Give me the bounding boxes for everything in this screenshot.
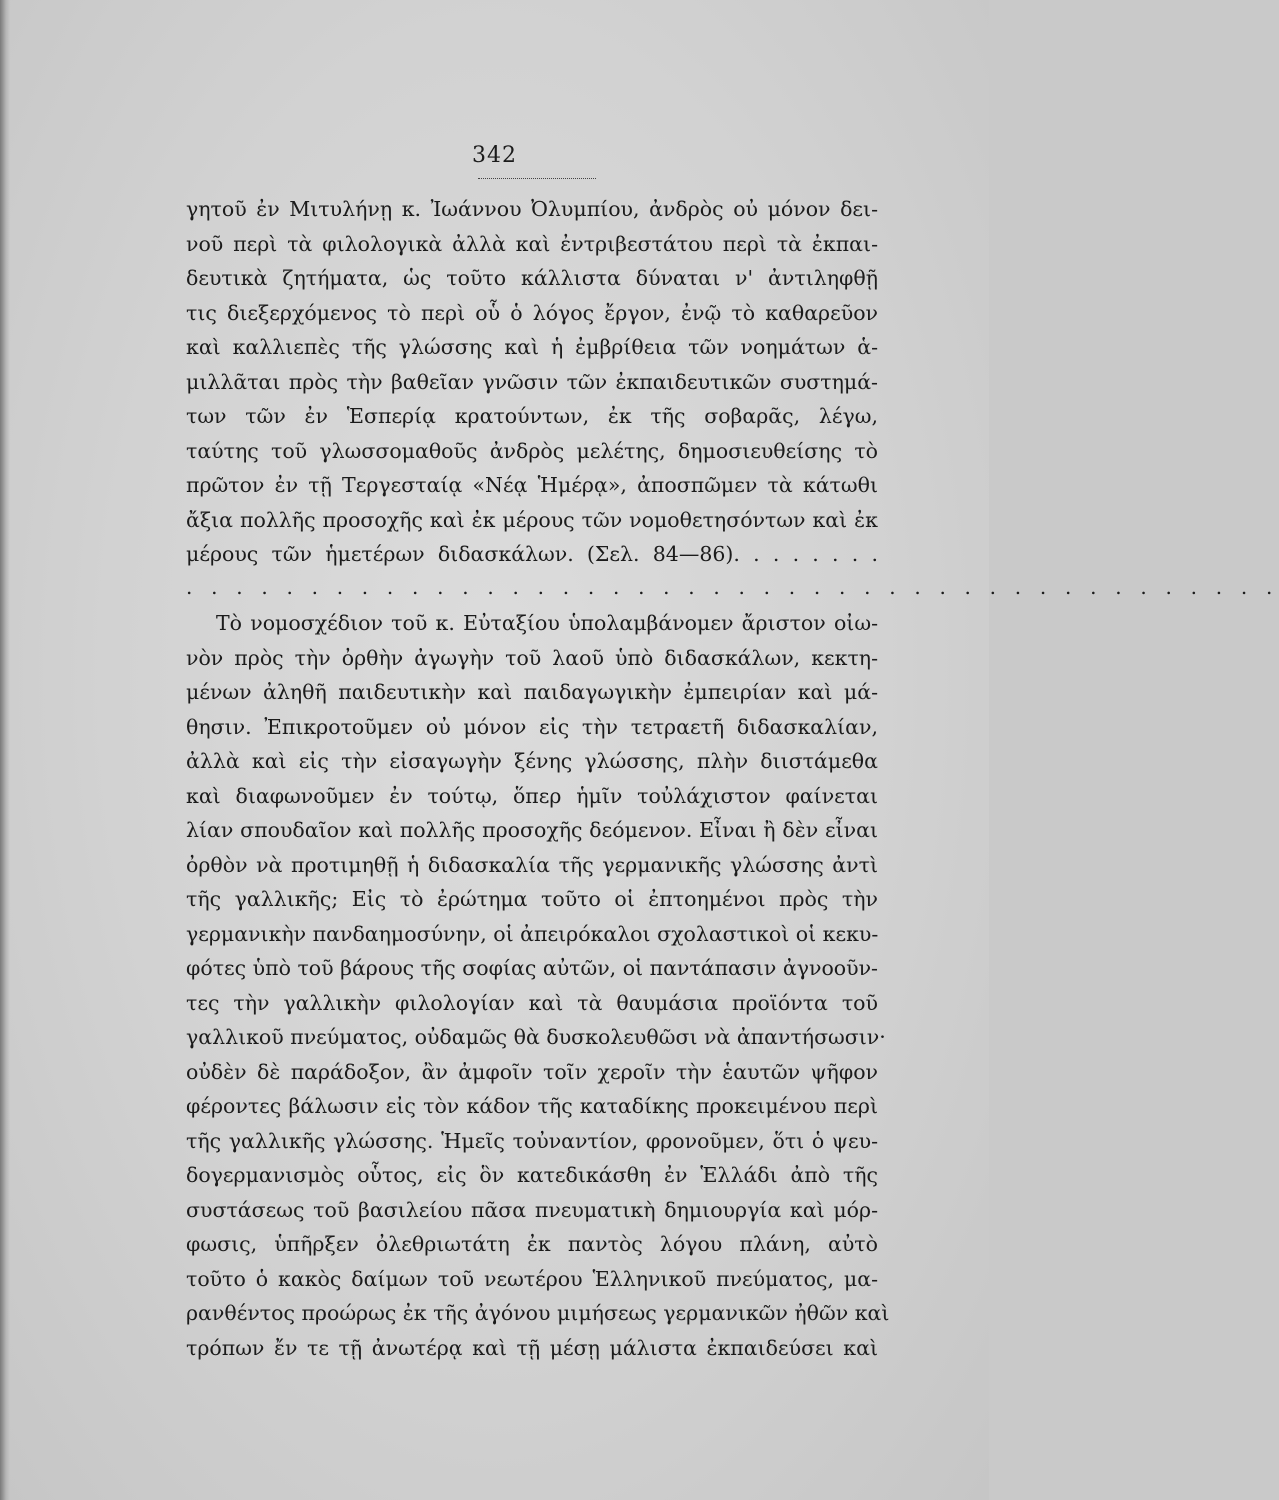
text-line: τῆς γαλλικῆς γλώσσης. Ἡμεῖς τοὐναντίον, φρονοῦμεν, ὅτι ὁ ψευ-	[186, 1128, 878, 1153]
text-line: μένων ἀληθῆ παιδευτικὴν καὶ παιδαγωγικὴν ἐμπειρίαν καὶ μά-	[186, 680, 878, 704]
text-line: των τῶν ἐν Ἑσπερίᾳ κρατούντων, ἐκ τῆς σοβαρᾶς, λέγω,	[186, 404, 878, 428]
text-line: λίαν σπουδαῖον καὶ πολλῆς προσοχῆς δεόμενον. Εἶναι ἢ δὲν εἶναι	[186, 818, 878, 842]
text-line: δευτικὰ ζητήματα, ὡς τοῦτο κάλλιστα δύναται ν' ἀντιληφθῇ	[186, 266, 878, 290]
text-line: οὐδὲν δὲ παράδοξον, ἂν ἀμφοῖν τοῖν χεροῖν τὴν ἑαυτῶν ψῆφον	[186, 1059, 878, 1084]
page-number-rule	[478, 178, 596, 179]
text-body	[186, 192, 1279, 1365]
text-line: ρανθέντος προώρως ἐκ τῆς ἀγόνου μιμήσεως γερμανικῶν ἠθῶν καὶ	[186, 1301, 890, 1325]
text-line: ἀλλὰ καὶ εἰς τὴν εἰσαγωγὴν ξένης γλώσσης, πλὴν διιστάμεθα	[186, 749, 878, 773]
text-line: ὀρθὸν νὰ προτιμηθῇ ἡ διδασκαλία τῆς γερμανικῆς γλώσσης ἀντὶ	[186, 852, 878, 877]
text-line: γερμανικὴν πανδαημοσύνην, οἱ ἀπειρόκαλοι σχολαστικοὶ οἱ κεκυ-	[186, 921, 879, 946]
page-edge-shadow	[0, 0, 10, 1500]
text-line: μέρους τῶν ἡμετέρων διδασκάλων. (Σελ. 84—86). . . . . . . .	[186, 542, 878, 566]
paragraph-quote-intro	[186, 192, 1279, 606]
text-line: τῆς γαλλικῆς; Εἰς τὸ ἐρώτημα τοῦτο οἱ ἐπτοημένοι πρὸς τὴν	[186, 887, 878, 911]
paragraph-bill-discussion	[186, 606, 890, 1365]
text-line: φότες ὑπὸ τοῦ βάρους τῆς σοφίας αὐτῶν, οἱ παντάπασιν ἀγνοοῦν-	[186, 956, 878, 980]
text-line: φέροντες βάλωσιν εἰς τὸν κάδον τῆς καταδίκης προκειμένου περὶ	[186, 1094, 878, 1118]
text-line: Τὸ νομοσχέδιον τοῦ κ. Εὐταξίου ὑπολαμβάνομεν ἄριστον οἰω-	[216, 611, 878, 635]
text-line: νοῦ περὶ τὰ φιλολογικὰ ἀλλὰ καὶ ἐντριβεστάτου περὶ τὰ ἐκπαι-	[186, 231, 878, 256]
page-number: 342	[472, 143, 517, 168]
text-line: καὶ καλλιεπὲς τῆς γλώσσης καὶ ἡ ἐμβρίθεια τῶν νοημάτων ἁ-	[186, 335, 878, 359]
text-line: συστάσεως τοῦ βασιλείου πᾶσα πνευματικὴ δημιουργία καὶ μόρ-	[186, 1197, 878, 1222]
text-line: πρῶτον ἐν τῇ Τεργεσταίᾳ «Νέᾳ Ἡμέρᾳ», ἀποσπῶμεν τὰ κάτωθι	[186, 473, 878, 497]
text-line: τοῦτο ὁ κακὸς δαίμων τοῦ νεωτέρου Ἑλληνικοῦ πνεύματος, μα-	[186, 1266, 878, 1291]
text-line: τρόπων ἔν τε τῇ ἀνωτέρᾳ καὶ τῇ μέσῃ μάλιστα ἐκπαιδεύσει καὶ	[186, 1335, 878, 1360]
text-line: δογερμανισμὸς οὗτος, εἰς ὃν κατεδικάσθη ἐν Ἑλλάδι ἀπὸ τῆς	[186, 1163, 878, 1187]
text-line: καὶ διαφωνοῦμεν ἐν τούτῳ, ὅπερ ἡμῖν τοὐλάχιστον φαίνεται	[186, 783, 878, 808]
text-line: ταύτης τοῦ γλωσσομαθοῦς ἀνδρὸς μελέτης, δημοσιευθείσης τὸ	[186, 438, 878, 463]
ellipsis-dots-line: . . . . . . . . . . . . . . . . . . . . . . . . . . . . . . . . . . . . . . . . . . . .	[186, 574, 1279, 599]
text-line: φωσις, ὑπῆρξεν ὀλεθριωτάτη ἐκ παντὸς λόγου πλάνη, αὐτὸ	[186, 1232, 878, 1256]
text-line: μιλλᾶται πρὸς τὴν βαθεῖαν γνῶσιν τῶν ἐκπαιδευτικῶν συστημά-	[186, 369, 878, 394]
text-line: νὸν πρὸς τὴν ὀρθὴν ἀγωγὴν τοῦ λαοῦ ὑπὸ διδασκάλων, κεκτη-	[186, 645, 878, 670]
text-line: τις διεξερχόμενος τὸ περὶ οὗ ὁ λόγος ἔργον, ἐνῷ τὸ καθαρεῦον	[186, 300, 878, 325]
text-line: θησιν. Ἐπικροτοῦμεν οὐ μόνον εἰς τὴν τετραετῆ διδασκαλίαν,	[186, 714, 878, 739]
text-line: γαλλικοῦ πνεύματος, οὐδαμῶς θὰ δυσκολευθῶσι νὰ ἀπαντήσωσιν·	[186, 1025, 886, 1049]
text-line: γητοῦ ἐν Μιτυλήνῃ κ. Ἰωάννου Ὀλυμπίου, ἀνδρὸς οὐ μόνον δει-	[186, 197, 878, 221]
text-line: ἄξια πολλῆς προσοχῆς καὶ ἐκ μέρους τῶν νομοθετησόντων καὶ ἐκ	[186, 507, 878, 532]
text-line: τες τὴν γαλλικὴν φιλολογίαν καὶ τὰ θαυμάσια προϊόντα τοῦ	[186, 990, 878, 1015]
